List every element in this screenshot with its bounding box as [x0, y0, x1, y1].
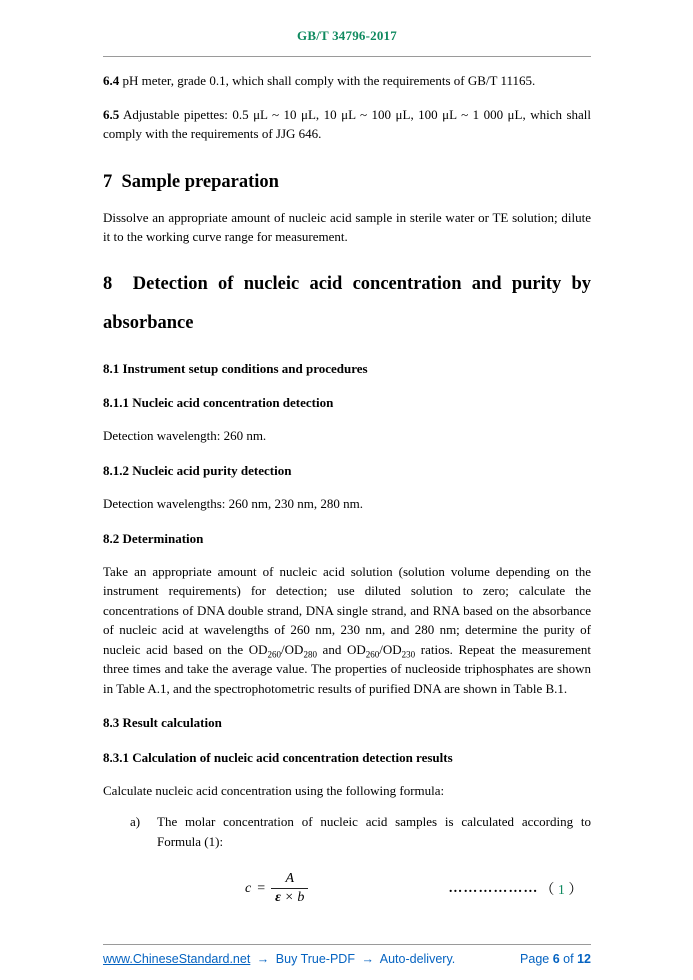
sub-heading-8-3: 8.3 Result calculation: [103, 715, 222, 731]
document-footer: [103, 944, 591, 966]
times-sign: ×: [280, 890, 298, 906]
footer-buy-text: Buy True-PDF: [275, 952, 355, 966]
fraction-denominator: [271, 889, 308, 906]
list-marker: a): [130, 814, 141, 830]
open-paren: （: [540, 882, 558, 898]
arrow-icon: →: [256, 952, 270, 966]
dot-leader: ………………: [448, 880, 539, 896]
subscript-280: 280: [303, 649, 317, 660]
epsilon-symbol: ε: [275, 890, 281, 906]
formula-expression: [245, 871, 308, 906]
formula-1-row: [103, 871, 591, 906]
paragraph-8-1-1: Detection wavelength: 260 nm.: [103, 428, 267, 444]
list-item-a: [103, 812, 591, 851]
footer-delivery-text: Auto-delivery.: [379, 952, 456, 966]
of-label: of: [563, 952, 574, 966]
close-paren: ）: [564, 882, 583, 898]
footer-divider: [103, 944, 591, 945]
sub-heading-8-3-1: 8.3.1 Calculation of nucleic acid concentration detection results: [103, 749, 453, 765]
formula-fraction: [271, 871, 308, 906]
paragraph-text: Take an appropriate amount of nucleic acid solution (solution volume depending on the instrument requirements) for detection; use diluted solution to zero; calculate the concentrations of DNA double strand, DNA single strand, and RNA based on the absorbance of nucleic acid at wavelengths of 260 nm, 230 nm, and 280 nm; determine the purity of nucleic acid based on the OD: [103, 563, 591, 657]
paragraph-6-4: [103, 71, 591, 91]
paragraph-6-5: [103, 105, 591, 144]
arrow-icon: →: [361, 952, 374, 966]
document-header-title: GB/T 34796-2017: [297, 28, 397, 43]
sub-heading-8-1: 8.1 Instrument setup conditions and procedures: [103, 361, 368, 377]
paragraph-text: /OD: [379, 641, 402, 657]
subscript-230: 230: [401, 649, 416, 660]
header-divider: [103, 56, 591, 57]
paragraph-8-2: [103, 562, 591, 699]
sub-heading-8-1-1: 8.1.1 Nucleic acid concentration detection: [103, 395, 334, 411]
page-indicator: [520, 952, 591, 966]
clause-text: Adjustable pipettes: 0.5 μL ~ 10 μL, 10 μL ~ 100 μL, 100 μL ~ 1 000 μL, which shall comply with the requirements of JJG 646.: [103, 106, 591, 141]
paragraph-text: /OD: [281, 641, 304, 657]
formula-variable-b: b: [297, 890, 305, 906]
sub-heading-8-2: 8.2 Determination: [103, 530, 204, 546]
formula-number-digit: 1: [557, 882, 565, 898]
formula-number: [540, 879, 582, 899]
paragraph-7: Dissolve an appropriate amount of nucleic acid sample in sterile water or TE solution; dilute it to the working curve range for measurement.: [103, 209, 591, 245]
footer-left: [103, 952, 455, 966]
footer-website-link[interactable]: www.ChineseStandard.net: [103, 952, 251, 966]
fraction-numerator: A: [271, 871, 308, 889]
clause-number: 6.4: [103, 73, 120, 88]
subscript-260: 260: [267, 649, 282, 660]
footer-row: [103, 952, 591, 966]
formula-variable-c: c: [245, 880, 252, 896]
paragraph-8-1-2: Detection wavelengths: 260 nm, 230 nm, 280 nm.: [103, 496, 363, 512]
total-pages: 12: [577, 952, 591, 966]
paragraph-text: ratios. Repeat the measurement three times and take the average value. The properties of nucleoside triphosphates are shown in Table A.1, and the spectrophotometric results of purified DNA are shown in Table B.1.: [103, 641, 592, 696]
sub-heading-8-1-2: 8.1.2 Nucleic acid purity detection: [103, 462, 292, 478]
subscript-260: 260: [365, 649, 380, 660]
section-heading-7: 7 Sample preparation: [103, 171, 279, 192]
list-item-text: The molar concentration of nucleic acid samples is calculated according to Formula (1):: [157, 814, 591, 849]
equals-sign: =: [257, 880, 266, 896]
paragraph-8-3-1: Calculate nucleic acid concentration using the following formula:: [103, 782, 445, 798]
clause-text: pH meter, grade 0.1, which shall comply with the requirements of GB/T 11165.: [119, 73, 536, 88]
clause-number: 6.5: [103, 106, 120, 122]
paragraph-text: and OD: [316, 641, 366, 657]
page-label: Page: [520, 952, 550, 966]
section-heading-8: 8 Detection of nucleic acid concentration and purity by absorbance: [103, 273, 596, 334]
page-number: 6: [552, 952, 560, 966]
